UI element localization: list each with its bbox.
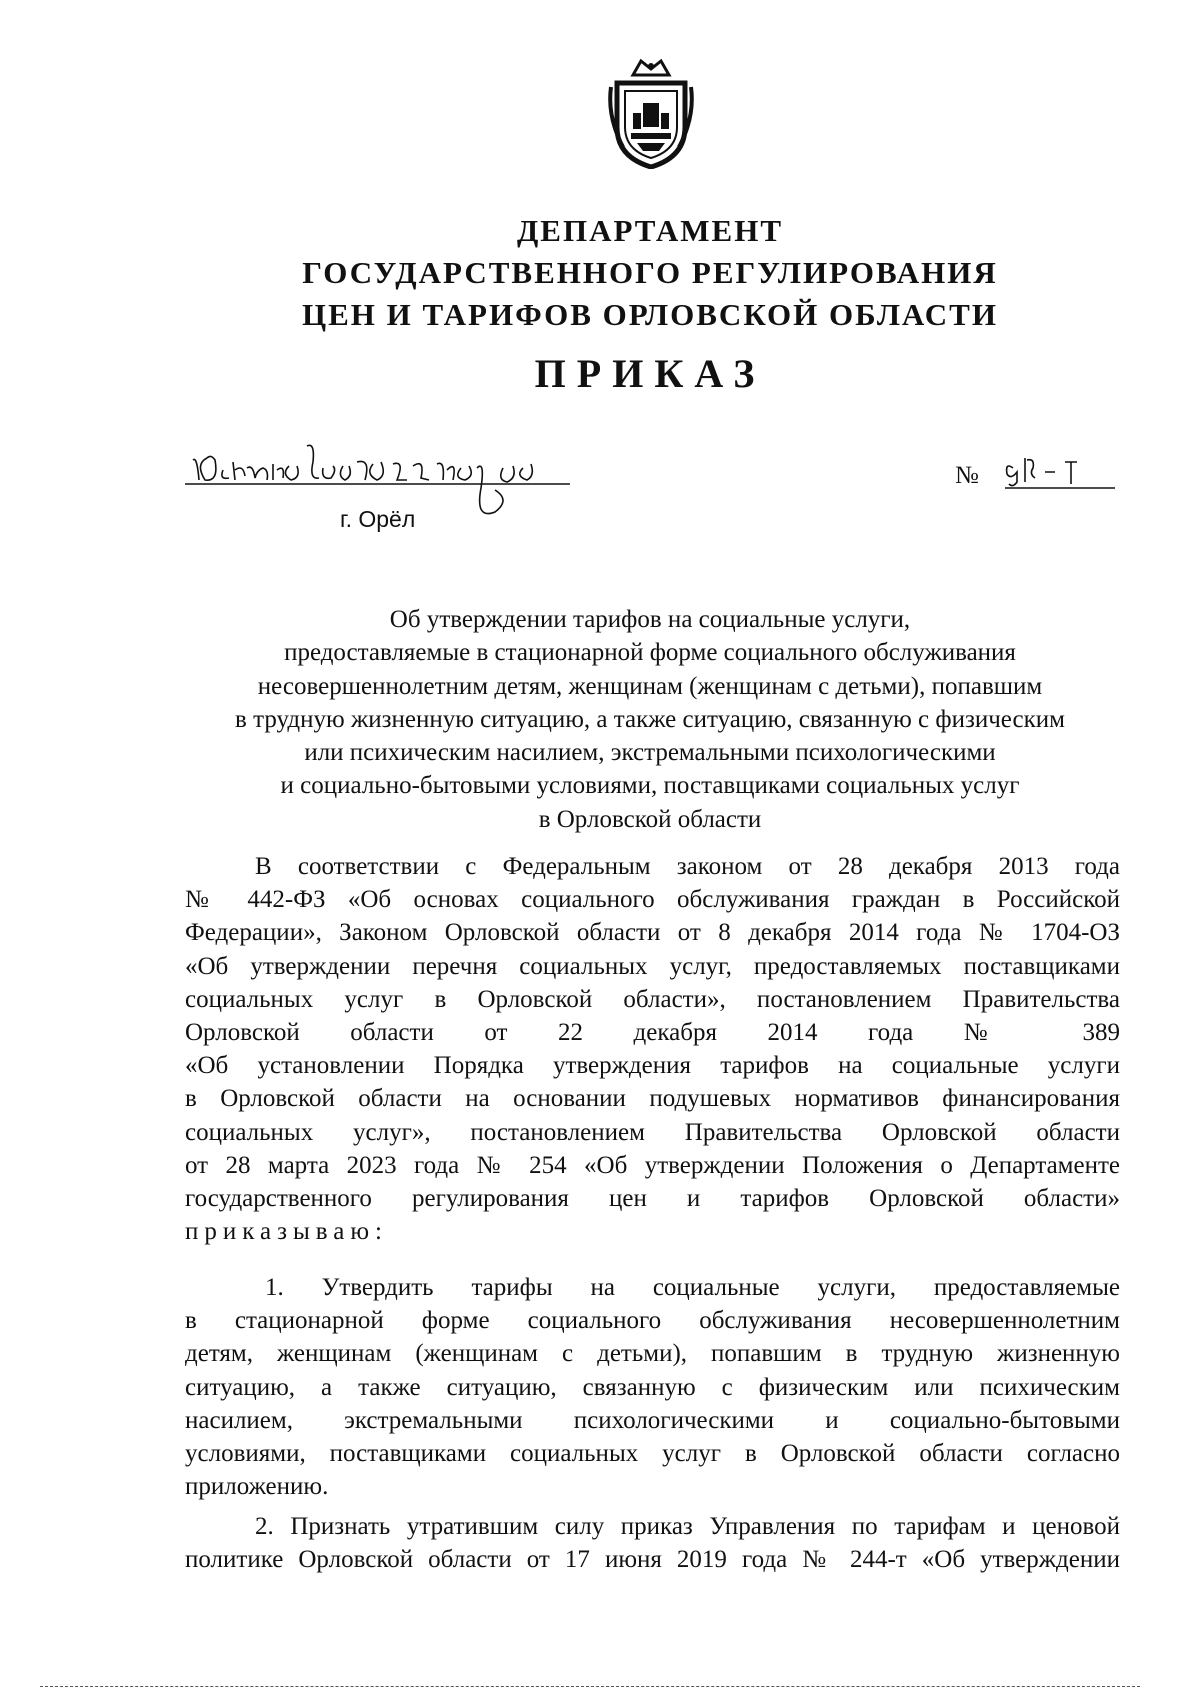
preamble-line: «Об утверждении перечня социальных услуг, предоставляемых поставщиками [185,952,1120,980]
preamble-line: В соответствии с Федеральным законом от 28 декабря 2013 года [255,853,1120,880]
order-word: приказываю: [185,1218,388,1246]
item-2-paragraph [185,1510,1120,1576]
handwritten-number-signature [995,448,1115,498]
preamble-line: от 28 марта 2023 года № 254 «Об утверждении Положения о Департаменте [185,1151,1120,1179]
preamble-line: Орловской области от 22 декабря 2014 года № 389 [185,1018,1120,1046]
subject-line: предоставляемые в стационарной форме социального обслуживания [284,639,1016,667]
subject-line: в Орловской области [538,805,762,833]
department-line-1: ДЕПАРТАМЕНТ [516,213,784,248]
item-1-paragraph [185,1271,1120,1503]
number-label: № [955,462,979,489]
department-line-3: ЦЕН И ТАРИФОВ ОРЛОВСКОЙ ОБЛАСТИ [302,297,998,332]
subject-line: несовершеннолетним детям, женщинам (женщинам с детьми), попавшим [257,672,1043,700]
item-1-line: ситуацию, а также ситуацию, связанную с физическим или психическим [185,1373,1120,1401]
preamble-line: № 442-ФЗ «Об основах социального обслуживания граждан в Российской [185,886,1120,914]
preamble-line: социальных услуг», постановлением Правительства Орловской области [185,1118,1120,1146]
preamble-line: социальных услуг в Орловской области», постановлением Правительства [185,985,1120,1013]
subject-line: и социально-бытовыми условиями, поставщиками социальных услуг [280,772,1020,800]
preamble-paragraph [185,850,1120,1248]
scan-edge-line [40,1686,1140,1687]
item-1-line: условиями, поставщиками социальных услуг в Орловской области согласно [185,1439,1120,1467]
item-1-line: в стационарной форме социального обслуживания несовершеннолетним [185,1307,1120,1335]
item-1-line: насилием, экстремальными психологическими и социально-бытовыми [185,1406,1120,1434]
preamble-line: Федерации», Законом Орловской области от 8 декабря 2014 года № 1704-ОЗ [185,919,1120,947]
subject-line: в трудную жизненную ситуацию, а также ситуацию, связанную с физическим [235,705,1065,733]
item-2-line: 2. Признать утратившим силу приказ Управления по тарифам и ценовой [255,1513,1120,1540]
item-2-line: политике Орловской области от 17 июня 2019 года № 244-т «Об утверждении [185,1546,1120,1574]
document-type-title: ПРИКАЗ [534,351,766,396]
item-1-line: детям, женщинам (женщинам с детьми), попавшим в трудную жизненную [185,1340,1120,1368]
department-line-2: ГОСУДАРСТВЕННОГО РЕГУЛИРОВАНИЯ [302,255,998,290]
coat-of-arms-icon [603,57,699,169]
preamble-line: в Орловской области на основании подушевых нормативов финансирования [185,1085,1120,1113]
order-subject [170,603,1130,836]
item-1-line: 1. Утвердить тарифы на социальные услуги, предоставляемые [265,1274,1120,1301]
department-name [250,210,1050,336]
city-label: г. Орёл [340,506,416,532]
subject-line: или психическим насилием, экстремальными психологическими [304,739,996,767]
preamble-line: «Об установлении Порядка утверждения тарифов на социальные услуги [185,1052,1120,1080]
preamble-line: государственного регулирования цен и тарифов Орловской области» [185,1184,1120,1212]
subject-line: Об утверждении тарифов на социальные услуги, [389,606,911,633]
item-1-line: приложению. [185,1473,329,1501]
